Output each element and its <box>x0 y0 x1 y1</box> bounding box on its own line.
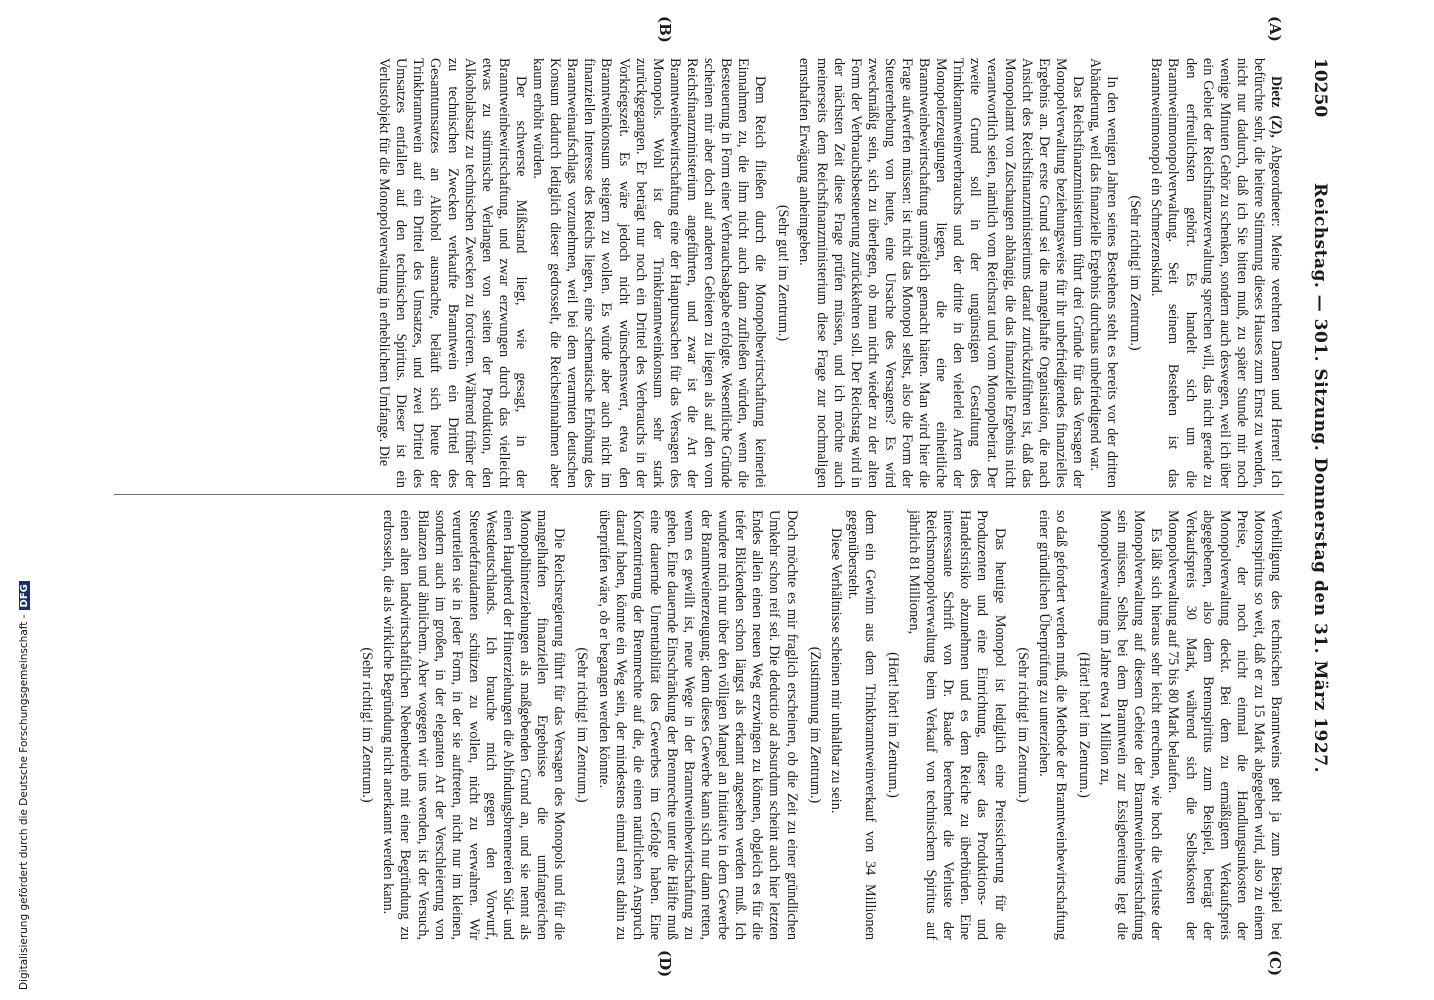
paragraph <box>375 58 529 488</box>
paragraph <box>594 510 799 940</box>
credit-text: Digitalisierung gefördert durch die Deutsche Forschungsgemeinschaft - <box>18 614 30 990</box>
paragraph-text: Das Reichsfinanzministerium führt drei Gründe für das Versagen der Monopolverwaltung beziehungsweise für ihr unbefriedigendes finanzielles Ergebnis an. Der erste Grund sei die mangelhafte Organisation, die nach Ansicht des Reichsfinanzministeriums darauf zurückzuführen ist, daß das Monopolamt von Zuschaugen abhängig, die das finanzielle Ergebnis nicht verantwortlich seien, nämlich vom Reichsrat und vom Monopolbeirat. Der zweite Grund soll in der ungünstigen Gestaltung des Trinkbranntweinverbrauchs und der dritte in den vielerlei Arten der Monopolerzeugungen liegen, die eine einheitliche Branntweinbewirtschaftung unmöglich gemacht hätten. Man wird hier die Frage aufwerfen müssen: ist nicht das Monopol selbst, also die Form der Steuererhebung von heute, eine Ursache des Versagens? Es wird zweckmäßig sein, sich zu überlegen, ob man nicht wieder zu der alten Form der Verbrauchsbesteuerung zurückkehren soll. Der Reichstag wird in der nächsten Zeit diese Frage prüfen müssen, und ich möchte auch meinerseits dem Reichsfinanzministerium diese Frage zur nochmaligen ernsthaften Erwägung anheimgeben. <box>796 58 1086 488</box>
interjection: (Sehr richtig! im Zentrum.) <box>574 647 591 803</box>
margin-marker-b: (B) <box>656 16 674 43</box>
paragraph-text: Es läßt sich hieraus sehr leicht errechnen, wie hoch die Verluste der Monopolverwaltung auf diesem Gebiete der Branntweinbewirtschaftung sein müssen. Selbst bei dem Branntwein zur Essigbereitung legt die Monopolverwaltung im Jahre etwa 1 Million zu, <box>1097 510 1165 940</box>
margin-marker-c: (C) <box>1266 950 1284 977</box>
speaker-name: Dietz (Z), <box>1268 76 1284 138</box>
interjection: (Hört! hört! im Zentrum.) <box>885 652 902 798</box>
paragraph <box>1096 510 1164 940</box>
interjection: (Hört! hört! im Zentrum.) <box>1075 652 1092 798</box>
interjection: (Zustimmung im Zentrum.) <box>806 646 823 804</box>
credit-strip <box>0 0 30 1000</box>
paragraph <box>1035 510 1069 940</box>
paragraph <box>795 58 1086 488</box>
paragraph <box>827 510 844 940</box>
paragraph-text: Dem Reich fließen durch die Monopolbewirtschaftung keinerlei Einnahmen zu, die ihm nicht auch dann zufließen würden, wenn die Besteuerung in Form einer Verbrauchsabgabe erfolgte. Wesentliche Gründe scheinen mir aber doch auf anderen Gebieten zu liegen als auf den vom Reichsfinanzministerium angeführten, und zwar ist die Art der Branntweinbewirtschaftung eine der Hauptursachen für das Versagen des Monopols. Wohl ist der Trinkbranntweinkonsum sehr stark zurückgegangen. Er beträgt nur noch ein Drittel des Verbrauchs in der Vorkriegszeit. Es wäre jedoch nicht wünschenswert, etwa den Branntweinkonsum steigern zu wollen. Es würde aber auch nicht im finanziellen Interesse des Reichs liegen, eine schematische Erhöhung des Branntweinaufschlags vorzunehmen, weil bei dem verarmten deutschen Konsum dadurch lediglich dieser gedrosselt, die Reichseinnahmen aber kaum erhöht würden. <box>530 58 769 488</box>
dfg-logo: DFG <box>19 581 30 610</box>
column-divider <box>114 494 1284 495</box>
digitization-credit <box>18 581 30 990</box>
paragraph <box>1086 58 1120 488</box>
paragraph-text: Abgeordneter: Meine verehrten Damen und Herren! Ich befürchte sehr, die heitere Stimmung dieses Hauses zum Ernst zu wenden, nicht nur dadurch, daß ich Sie bitten muß, zu später Stunde mir noch wenige Minuten Gehör zu schenken, sondern auch deswegen, weil ich über ein Gebiet der Reichsfinanzverwaltung sprechen will, das nicht gerade zu den erfreulichsten gehört. Es handelt sich um die Branntweinmonopolverwaltung. Seit seinem Bestehen ist das Branntweinmonopol ein Schmerzenskind. <box>1148 58 1284 489</box>
text-column-right <box>352 510 1284 940</box>
paragraph-text: Verbilligung des technischen Branntweins geht ja zum Beispiel bei Motorspiritus so weit, daß er zu 15 Mark abgegeben wird, also zu einem Preise, der noch nicht einmal die Handlungsunkosten der Monopolverwaltung deckt. Bei dem zu ermäßigtem Verkaufspreis abgegebenen, also dem Brennspiritus zum Beispiel, beträgt der Verkaufspreis 30 Mark, während sich die Selbstkosten der Monopolverwaltung auf 75 bis 80 Mark belaufen. <box>1165 510 1284 940</box>
paragraph-text: In den wenigen Jahren seines Bestehens steht es bereits vor der dritten Abänderung, weil das finanzielle Ergebnis durchaus unbefriedigend war. <box>1087 58 1121 488</box>
paragraph <box>379 510 567 940</box>
paragraph-text: Doch möchte es mir fraglich erscheinen, ob die Zeit zu einer gründlichen Umkehr schon reif sei. Die deductio ad absurdum scheint auch hier letzten Endes allein einen neuen Weg erzwingen zu können, obgleich es für die tiefer Blickenden schon längst als erkannt angesehen werden muß. Ich wundere mich nur über den völligen Mangel an Initiative in dem Gewerbe der Branntweinerzeugung; denn dieses Gewerbe kann sich nur dann retten, wenn es gewillt ist, neue Wege in der Branntweinbewirtschaftung zu gehen. Eine dauernde Einschränkung der Brennrechte unter die Hälfte muß eine dauernde Unrentabilität des Gewerbes im Gefolge haben. Eine Konzentrierung der Brennrechte auf die, die einen natürlichen Anspruch darauf haben, könnte ein Weg sein, der mindestens einmal ernst dahin zu überprüfen wäre, ob er begangen werden könnte. <box>595 510 800 940</box>
text-column-left <box>375 58 1284 488</box>
interjection: (Sehr richtig! im Zentrum.) <box>359 647 376 803</box>
margin-marker-d: (D) <box>656 950 674 978</box>
paragraph <box>844 510 878 940</box>
paragraph-text: Die Reichsregierung führt für das Versagen des Monopols und für die mangelhaften finanziellen Ergebnisse die umfangreichen Monopolhinterziehungen als maßgebenden Grund an, und sie nennt als einen Hauptherd der Hinterziehungen die Abfindungsbrennereien Süd- und Westdeutschlands. Ich brauche mich gegen den Vorwurf, Steuerdefraudanten schützen zu wollen, nicht zu verwahren. Wir verurteilen sie in jeder Form, in der sie auftreten, nicht nur im kleinen, sondern auch im großen, in der eleganten Art der Verschleierung von Bilanzen und ähnlichem. Aber wogegen wir uns wenden, ist der Versuch, einen alten landwirtschaftlichen Nebenbetrieb mit einer Begründung zu erdrosseln, die als wirkliche Begründung nicht anerkannt werden kann. <box>380 510 568 940</box>
paragraph-text: Diese Verhältnisse scheinen mir unhaltbar zu sein. <box>827 528 844 814</box>
paragraph <box>905 510 1008 940</box>
margin-marker-a: (A) <box>1266 16 1284 42</box>
page-number: 10250 <box>1310 58 1330 118</box>
paragraph <box>1147 58 1284 488</box>
paragraph <box>529 58 768 488</box>
interjection: (Sehr richtig! im Zentrum.) <box>1127 195 1144 351</box>
page-header <box>1304 58 1330 898</box>
paragraph-text: Das heutige Monopol ist lediglich eine Preissicherung für die Produzenten und eine Einrichtung, dieser das Produktions- und Handelsrisiko abzunehmen und es dem Reiche zu überbürden. Eine interessante Schrift von Dr. Baade berechnet die Verluste der Reichsmonopolverwaltung beim Verkauf von technischem Spiritus auf jährlich 81 Millionen, <box>906 510 1008 940</box>
paragraph <box>1164 510 1284 940</box>
paragraph-text: Der schwerste Mißstand liegt, wie gesagt, in der Branntweinbewirtschaftung, und zwar erzwungen durch das vielleicht etwas zu stürmische Verlangen von seiten der Produktion, den Alkoholabsatz zu technischen Zwecken zu forcieren. Während früher der zu technischen Zwecken verkaufte Branntwein ein Drittel des Gesamtumsatzes an Alkohol ausmachte, beläuft sich heute der Trinkbranntwein auf ein Drittel des Umsatzes, und zwei Drittel des Umsatzes entfallen auf den technischen Spiritus. Dieser ist ein Verlustobjekt für die Monopolverwaltung in erheblichem Umfange. Die <box>376 58 529 488</box>
interjection: (Sehr gut! im Zentrum.) <box>775 204 792 342</box>
interjection: (Sehr richtig! im Zentrum.) <box>1014 647 1031 803</box>
paragraph-text: dem ein Gewinn aus dem Trinkbranntweinverkauf von 34 Millionen gegenübersteht. <box>844 510 878 940</box>
running-title: Reichstag. — 301. Sitzung. Donnerstag den 31. März 1927. <box>1310 182 1330 774</box>
paragraph-text: so daß gefordert werden muß, die Methode der Branntweinbewirtschaftung einer gründlichen Überprüfung zu unterziehen. <box>1035 510 1069 940</box>
